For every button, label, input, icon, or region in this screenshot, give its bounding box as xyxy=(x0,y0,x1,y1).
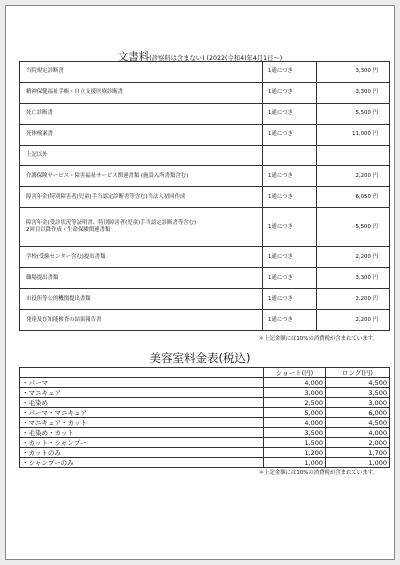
beauty-service: ・シャンプーのみ xyxy=(20,458,264,468)
fee-item: 当院規定診断書 xyxy=(20,62,263,83)
beauty-long-price: 3,000 xyxy=(326,398,390,408)
beauty-row xyxy=(20,398,390,408)
fee-row xyxy=(20,145,390,166)
beauty-long-price: 4,000 xyxy=(326,428,390,438)
beauty-short-price: 4,000 xyxy=(264,378,326,388)
fee-tax-note: ＊上記金額には10%の消費税が含まれています。 xyxy=(258,336,378,342)
beauty-long-price: 1,700 xyxy=(326,448,390,458)
beauty-header-row xyxy=(20,368,390,378)
beauty-long-price: 2,000 xyxy=(326,438,390,448)
beauty-service: ・マニキュア xyxy=(20,388,264,398)
fee-row xyxy=(20,124,390,145)
fee-item: 上記以外 xyxy=(20,145,263,166)
beauty-short-price: 5,000 xyxy=(264,408,326,418)
beauty-row xyxy=(20,378,390,388)
fee-item: 死体検案書 xyxy=(20,124,263,145)
beauty-long-price: 4,500 xyxy=(326,418,390,428)
beauty-row xyxy=(20,418,390,428)
fee-unit: 1通につき xyxy=(263,82,317,103)
beauty-service: ・カットのみ xyxy=(20,448,264,458)
fee-unit: 1通につき xyxy=(263,208,317,247)
fee-row xyxy=(20,247,390,268)
beauty-price-table xyxy=(19,367,390,468)
beauty-row xyxy=(20,448,390,458)
beauty-row xyxy=(20,458,390,468)
beauty-service: ・毛染め・カット xyxy=(20,428,264,438)
beauty-row xyxy=(20,428,390,438)
fee-unit: 1通につき xyxy=(263,268,317,289)
fee-price: 2,200 円 xyxy=(317,310,390,331)
fee-table xyxy=(19,61,390,331)
fee-item: 精神保健福祉手帳・自立支援医療診断書 xyxy=(20,82,263,103)
fee-item: 発達及び知能検査の結果報告書 xyxy=(20,310,263,331)
fee-item: 市役所等公的機関提出書類 xyxy=(20,289,263,310)
fee-item: 死亡診断書 xyxy=(20,103,263,124)
fee-unit: 1通につき xyxy=(263,103,317,124)
beauty-long-price: 6,000 xyxy=(326,408,390,418)
fee-price: 2,200 円 xyxy=(317,289,390,310)
beauty-service: ・パーマ・マニキュア xyxy=(20,408,264,418)
beauty-service: ・カット・シャンプー xyxy=(20,438,264,448)
beauty-short-price: 2,500 xyxy=(264,398,326,408)
beauty-row xyxy=(20,408,390,418)
fee-price: 3,300 円 xyxy=(317,82,390,103)
beauty-menu-title: 美容室料金表(税込) xyxy=(149,351,251,365)
fee-row xyxy=(20,289,390,310)
beauty-header-long: ロング(円) xyxy=(326,368,390,378)
fee-row xyxy=(20,208,390,247)
beauty-long-price: 1,000 xyxy=(326,458,390,468)
document-page xyxy=(5,5,395,560)
beauty-service: ・マニキュア・カット xyxy=(20,418,264,428)
fee-price: 2,200 円 xyxy=(317,247,390,268)
fee-row xyxy=(20,268,390,289)
fee-row xyxy=(20,187,390,208)
fee-row xyxy=(20,62,390,83)
fee-price: 6,050 円 xyxy=(317,187,390,208)
fee-price: 11,000 円 xyxy=(317,124,390,145)
beauty-short-price: 3,000 xyxy=(264,388,326,398)
beauty-service: ・パーマ xyxy=(20,378,264,388)
fee-item: 介護保険サービス・障害福祉サービス関連書類 (施設入所書類含む) xyxy=(20,166,263,187)
beauty-long-price: 3,500 xyxy=(326,388,390,398)
fee-item: 障害年金(特別障害者(児童)手当認定診断書等含む)当法人初回作成 xyxy=(20,187,263,208)
beauty-short-price: 1,200 xyxy=(264,448,326,458)
fee-row xyxy=(20,103,390,124)
fee-price: 5,500 円 xyxy=(317,208,390,247)
beauty-short-price: 4,000 xyxy=(264,418,326,428)
fee-unit: 1通につき xyxy=(263,289,317,310)
fee-title-subtitle: (診察料は含まない) (2022(令和4)年4月1日～) xyxy=(149,55,283,62)
fee-item: 職場提出書類 xyxy=(20,268,263,289)
fee-row xyxy=(20,166,390,187)
beauty-header-short: ショート(円) xyxy=(264,368,326,378)
beauty-short-price: 3,500 xyxy=(264,428,326,438)
fee-unit xyxy=(263,145,317,166)
fee-unit: 1通につき xyxy=(263,124,317,145)
fee-item: 障害年金(受診状況等証明書、特別障害者(児童)手当認定診断書等含む) 2回目以降作成・生命保険関連書類 xyxy=(20,208,263,247)
beauty-short-price: 1,000 xyxy=(264,458,326,468)
beauty-long-price: 4,500 xyxy=(326,378,390,388)
beauty-tax-note: ＊上記金額には10%の消費税が含まれています。 xyxy=(258,470,378,476)
beauty-row xyxy=(20,438,390,448)
fee-unit: 1通につき xyxy=(263,310,317,331)
beauty-service: ・毛染め xyxy=(20,398,264,408)
fee-price: 3,300 円 xyxy=(317,62,390,83)
fee-price: 2,200 円 xyxy=(317,166,390,187)
fee-price: 5,500 円 xyxy=(317,103,390,124)
fee-row xyxy=(20,310,390,331)
beauty-short-price: 1,500 xyxy=(264,438,326,448)
fee-price: 3,300 円 xyxy=(317,268,390,289)
fee-unit: 1通につき xyxy=(263,166,317,187)
fee-title-main: 文書料 xyxy=(117,51,150,63)
fee-price xyxy=(317,145,390,166)
fee-unit: 1通につき xyxy=(263,62,317,83)
fee-item: 学校(受験センター含む)提出書類 xyxy=(20,247,263,268)
beauty-header-service xyxy=(20,368,264,378)
beauty-row xyxy=(20,388,390,398)
fee-unit: 1通につき xyxy=(263,247,317,268)
fee-row xyxy=(20,82,390,103)
fee-unit: 1通につき xyxy=(263,187,317,208)
